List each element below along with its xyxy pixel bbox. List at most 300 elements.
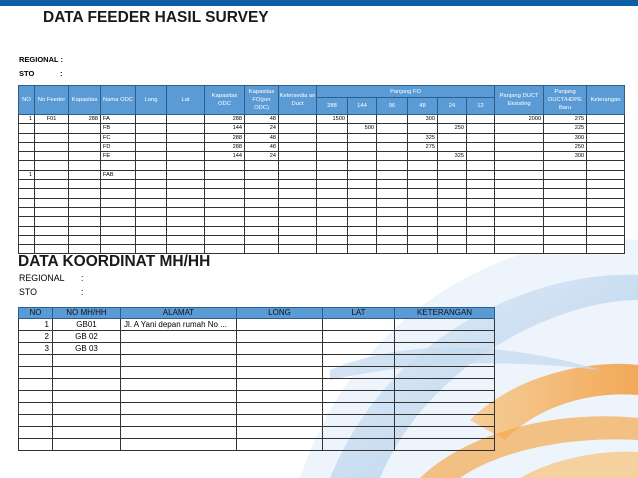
table-cell (317, 124, 348, 133)
table-cell (587, 142, 625, 151)
table-cell (245, 235, 279, 244)
table-cell (495, 235, 544, 244)
header-kapasitas-odc: Kapasitas ODC (205, 86, 245, 115)
table-cell: 500 (348, 124, 377, 133)
table-cell: 24 (245, 124, 279, 133)
table-cell (19, 207, 35, 216)
table-cell (438, 245, 467, 254)
table-cell: 1 (19, 319, 53, 331)
table-row (19, 226, 625, 235)
table-cell (136, 152, 167, 161)
table-cell (121, 379, 237, 391)
table-cell (205, 161, 245, 170)
table-cell (377, 207, 408, 216)
table-cell: 288 (205, 115, 245, 124)
table-cell (69, 133, 101, 142)
table-cell (205, 207, 245, 216)
table-cell (136, 133, 167, 142)
table-cell (35, 198, 69, 207)
table-cell (205, 189, 245, 198)
table-cell (205, 170, 245, 179)
table-cell: FAB (101, 170, 136, 179)
table-cell (495, 142, 544, 151)
table-cell (467, 207, 495, 216)
table-cell (136, 115, 167, 124)
table-cell (544, 245, 587, 254)
table-cell (495, 152, 544, 161)
table-cell (323, 331, 395, 343)
table-cell (395, 355, 495, 367)
table-cell (377, 161, 408, 170)
table-cell (377, 115, 408, 124)
table-cell (19, 180, 35, 189)
table-cell (467, 115, 495, 124)
table-cell (279, 115, 317, 124)
header-fo-144: 144 (348, 98, 377, 115)
table-cell (237, 391, 323, 403)
header-no-feeder: No Feeder (35, 86, 69, 115)
table-cell: 250 (438, 124, 467, 133)
table-cell (245, 161, 279, 170)
table-cell: 275 (408, 142, 438, 151)
table-cell (317, 235, 348, 244)
table-cell (495, 180, 544, 189)
table-cell (279, 124, 317, 133)
table-cell (279, 217, 317, 226)
table-cell (237, 379, 323, 391)
table-cell (136, 235, 167, 244)
table-cell: 300 (408, 115, 438, 124)
table-cell (69, 180, 101, 189)
table-cell (348, 226, 377, 235)
table-cell: 48 (245, 142, 279, 151)
table-row (19, 379, 495, 391)
table-cell (19, 439, 53, 451)
table-row (19, 198, 625, 207)
table-cell (544, 161, 587, 170)
table-cell (587, 133, 625, 142)
table-row (19, 189, 625, 198)
table-cell (544, 226, 587, 235)
header-kapasitas: Kapasitas (69, 86, 101, 115)
table-cell (53, 367, 121, 379)
table-cell (69, 226, 101, 235)
header-kapasitas-fo: Kapasitas FO(per ODC) (245, 86, 279, 115)
table-cell (121, 355, 237, 367)
table-cell: 48 (245, 133, 279, 142)
table-cell (544, 217, 587, 226)
header-fo-288: 288 (317, 98, 348, 115)
header-nama-odc: Nama ODC (101, 86, 136, 115)
table-cell (35, 161, 69, 170)
coord-header-no: NO (19, 308, 53, 319)
table-cell (495, 133, 544, 142)
table-cell (19, 355, 53, 367)
table-cell (408, 235, 438, 244)
table-row (19, 207, 625, 216)
table-cell (317, 189, 348, 198)
table-cell (245, 207, 279, 216)
table-cell (121, 427, 237, 439)
table-cell (408, 217, 438, 226)
table-cell (544, 198, 587, 207)
table-cell (53, 379, 121, 391)
table-cell (205, 245, 245, 254)
table-cell (279, 245, 317, 254)
table-cell (35, 152, 69, 161)
header-fo-12: 12 (467, 98, 495, 115)
table-cell (279, 152, 317, 161)
table-cell (395, 379, 495, 391)
table-cell (101, 180, 136, 189)
table-cell (544, 189, 587, 198)
table-row (19, 355, 495, 367)
regional-row (19, 273, 84, 283)
table-cell (377, 124, 408, 133)
table-cell (205, 198, 245, 207)
table-cell (495, 170, 544, 179)
table-row (19, 115, 625, 124)
table-cell (19, 152, 35, 161)
table-cell (69, 217, 101, 226)
table-cell (35, 180, 69, 189)
table-cell (408, 161, 438, 170)
table-cell (377, 217, 408, 226)
table-cell (167, 115, 205, 124)
table-row (19, 235, 625, 244)
table-cell (167, 180, 205, 189)
table-cell: F01 (35, 115, 69, 124)
table-cell (69, 124, 101, 133)
table-cell (245, 180, 279, 189)
table-cell (69, 161, 101, 170)
table-cell (167, 170, 205, 179)
table-cell (317, 217, 348, 226)
table-cell: 24 (245, 152, 279, 161)
table-cell (19, 133, 35, 142)
table-row (19, 319, 495, 331)
table-cell (237, 367, 323, 379)
table-cell (69, 189, 101, 198)
header-panjang-fo: Panjang FO (317, 86, 495, 98)
table-row (19, 161, 625, 170)
table-row (19, 217, 625, 226)
table-cell: 288 (205, 142, 245, 151)
table-cell (167, 161, 205, 170)
table-row (19, 152, 625, 161)
header-no: NO (19, 86, 35, 115)
table-cell (438, 115, 467, 124)
table-cell (395, 439, 495, 451)
table-cell (317, 142, 348, 151)
table-cell (19, 367, 53, 379)
sto-label-2: STO (19, 287, 37, 297)
table-cell (323, 379, 395, 391)
table-cell (438, 170, 467, 179)
table-cell (167, 142, 205, 151)
table-cell (317, 133, 348, 142)
table-cell (279, 207, 317, 216)
table-cell (495, 245, 544, 254)
table-cell (69, 207, 101, 216)
table-cell (279, 133, 317, 142)
table-cell (317, 207, 348, 216)
table-cell (323, 415, 395, 427)
table-cell (19, 124, 35, 133)
table-cell (245, 198, 279, 207)
table-cell (136, 124, 167, 133)
table-row (19, 133, 625, 142)
table-cell (35, 226, 69, 235)
table-cell (323, 319, 395, 331)
table-cell (69, 142, 101, 151)
table-cell: FE (101, 152, 136, 161)
table-cell (467, 217, 495, 226)
table-cell (19, 189, 35, 198)
table-cell: FC (101, 133, 136, 142)
table-cell (167, 189, 205, 198)
table-cell (495, 226, 544, 235)
table-cell (205, 180, 245, 189)
table-cell (69, 152, 101, 161)
regional-label-2: REGIONAL (19, 273, 65, 283)
table-cell (438, 207, 467, 216)
table-cell: 325 (438, 152, 467, 161)
header-panjang-hdpe: Panjang DUCT/HDPE Baru (544, 86, 587, 115)
header-fo-48: 48 (408, 98, 438, 115)
table-cell (19, 226, 35, 235)
table-row (19, 343, 495, 355)
table-cell (348, 161, 377, 170)
table-cell (121, 331, 237, 343)
table-cell (121, 415, 237, 427)
table-cell (279, 226, 317, 235)
header-fo-96: 96 (377, 98, 408, 115)
table-cell (35, 124, 69, 133)
table-cell (279, 170, 317, 179)
table-cell (408, 226, 438, 235)
table-cell (467, 133, 495, 142)
table-cell (587, 180, 625, 189)
table-cell (323, 427, 395, 439)
table-cell: GB01 (53, 319, 121, 331)
table-cell (35, 133, 69, 142)
table-row (19, 124, 625, 133)
table-cell (237, 403, 323, 415)
table-cell (395, 391, 495, 403)
table-cell (136, 142, 167, 151)
table-cell (348, 235, 377, 244)
table-cell (438, 142, 467, 151)
table-cell (237, 427, 323, 439)
sto-colon-2: : (81, 287, 84, 297)
table-cell: FD (101, 142, 136, 151)
table-cell (395, 403, 495, 415)
table-cell (438, 189, 467, 198)
table-cell (279, 180, 317, 189)
table-cell (205, 235, 245, 244)
table-cell (587, 189, 625, 198)
table-cell (323, 343, 395, 355)
table-cell (167, 207, 205, 216)
table-cell (136, 170, 167, 179)
table-cell (495, 198, 544, 207)
table-cell (121, 439, 237, 451)
table-cell: 325 (408, 133, 438, 142)
table-cell (587, 124, 625, 133)
coordinate-section-title: DATA KOORDINAT MH/HH (18, 253, 211, 270)
table-cell (348, 189, 377, 198)
table-cell (495, 189, 544, 198)
table-cell (348, 152, 377, 161)
table-cell: 300 (544, 152, 587, 161)
header-fo-24: 24 (438, 98, 467, 115)
table-cell (495, 124, 544, 133)
table-cell (377, 189, 408, 198)
table-cell (279, 161, 317, 170)
table-cell (237, 355, 323, 367)
table-cell: 2 (19, 331, 53, 343)
table-cell (101, 235, 136, 244)
table-cell (19, 427, 53, 439)
table-cell (101, 161, 136, 170)
table-cell (167, 198, 205, 207)
table-cell (348, 198, 377, 207)
table-cell (19, 198, 35, 207)
table-cell (245, 217, 279, 226)
sto-label (19, 69, 63, 78)
table-cell (438, 180, 467, 189)
table-cell (377, 152, 408, 161)
table-cell (544, 207, 587, 216)
table-cell: 144 (205, 152, 245, 161)
table-cell: 3 (19, 343, 53, 355)
table-cell (136, 217, 167, 226)
table-cell (467, 226, 495, 235)
table-cell (587, 235, 625, 244)
table-cell (279, 189, 317, 198)
table-cell (348, 207, 377, 216)
table-cell (467, 198, 495, 207)
table-cell (69, 198, 101, 207)
table-cell (587, 245, 625, 254)
table-row (19, 439, 495, 451)
table-cell: 1 (19, 115, 35, 124)
table-cell (121, 367, 237, 379)
table-cell (395, 319, 495, 331)
table-cell (279, 235, 317, 244)
table-cell (348, 180, 377, 189)
table-cell (136, 207, 167, 216)
table-cell (467, 170, 495, 179)
table-cell (377, 226, 408, 235)
table-cell (317, 198, 348, 207)
table-cell (317, 180, 348, 189)
table-cell (408, 189, 438, 198)
coord-header-long: LONG (237, 308, 323, 319)
table-cell (167, 226, 205, 235)
table-row (19, 331, 495, 343)
table-cell (121, 403, 237, 415)
table-cell (438, 217, 467, 226)
table-cell (136, 198, 167, 207)
table-cell (121, 391, 237, 403)
table-cell: 1500 (317, 115, 348, 124)
table-cell (587, 217, 625, 226)
table-cell (467, 235, 495, 244)
feeder-table-body (19, 115, 625, 254)
table-cell (377, 180, 408, 189)
header-panjang-duct: Panjang DUCT Eksisting (495, 86, 544, 115)
coordinate-table (18, 307, 495, 451)
table-cell: 48 (245, 115, 279, 124)
table-cell (245, 226, 279, 235)
table-cell (467, 124, 495, 133)
table-cell (408, 207, 438, 216)
coord-header-keterangan: KETERANGAN (395, 308, 495, 319)
table-cell (544, 170, 587, 179)
table-cell: 144 (205, 124, 245, 133)
table-cell (136, 189, 167, 198)
table-cell (323, 367, 395, 379)
table-cell (19, 142, 35, 151)
header-long: Long (136, 86, 167, 115)
table-cell (35, 235, 69, 244)
table-cell (587, 198, 625, 207)
table-cell (377, 170, 408, 179)
table-cell (19, 403, 53, 415)
table-cell (377, 142, 408, 151)
table-cell (467, 142, 495, 151)
table-cell (495, 217, 544, 226)
sto-row (19, 287, 84, 297)
table-cell (121, 343, 237, 355)
regional-label: REGIONAL : (19, 55, 64, 64)
table-cell (237, 439, 323, 451)
table-cell (323, 355, 395, 367)
table-cell (53, 391, 121, 403)
table-cell (101, 198, 136, 207)
table-cell (317, 245, 348, 254)
table-cell (136, 226, 167, 235)
table-cell (395, 331, 495, 343)
table-cell (101, 189, 136, 198)
table-cell (53, 403, 121, 415)
table-row (19, 170, 625, 179)
table-cell (377, 245, 408, 254)
table-cell (348, 115, 377, 124)
table-cell: 288 (69, 115, 101, 124)
table-cell (544, 180, 587, 189)
table-cell (587, 226, 625, 235)
table-cell (587, 207, 625, 216)
table-cell: FB (101, 124, 136, 133)
table-row (19, 180, 625, 189)
table-row (19, 427, 495, 439)
top-accent-bar (0, 0, 638, 6)
table-cell (377, 235, 408, 244)
table-cell (317, 152, 348, 161)
table-cell (237, 319, 323, 331)
table-cell (348, 170, 377, 179)
table-cell: 275 (544, 115, 587, 124)
table-cell: 288 (205, 133, 245, 142)
table-cell (237, 343, 323, 355)
table-cell (53, 439, 121, 451)
table-cell (317, 170, 348, 179)
table-cell: 1 (19, 170, 35, 179)
table-cell (245, 189, 279, 198)
